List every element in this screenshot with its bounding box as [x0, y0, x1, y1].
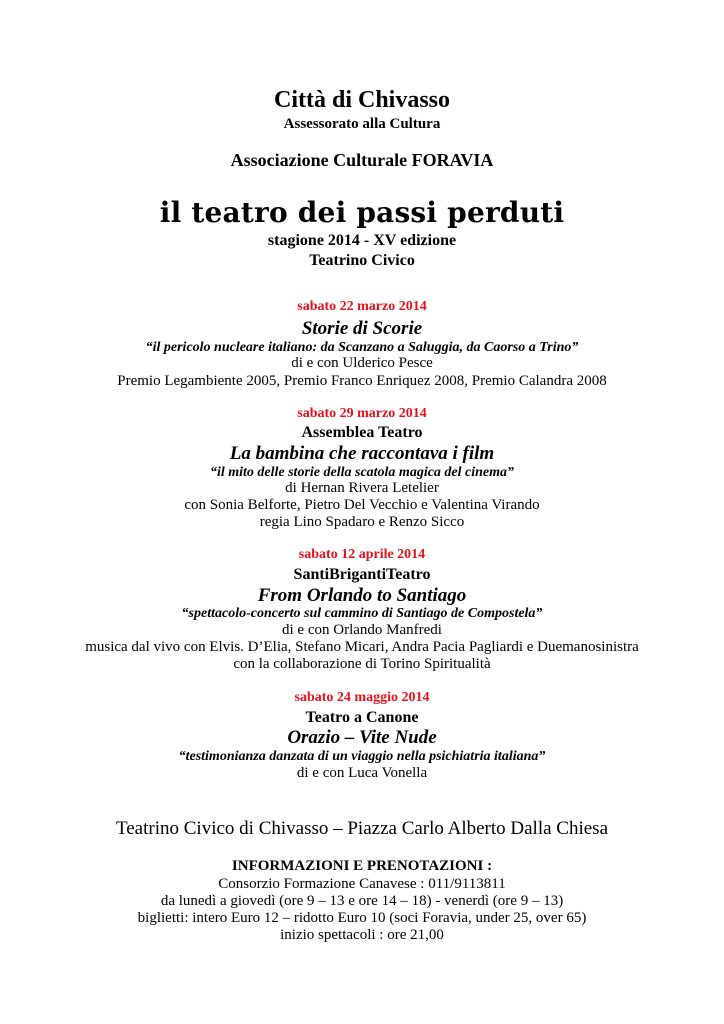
event-show-title: From Orlando to Santiago: [257, 585, 467, 606]
season-venue: Teatrino Civico: [309, 252, 415, 269]
event-company: SantiBrigantiTeatro: [293, 566, 431, 583]
event-credit: regia Lino Spadaro e Renzo Sicco: [259, 514, 465, 530]
event-credit: musica dal vivo con Elvis. D’Elia, Stefano Micari, Andra Pacia Pagliardi e Duemanosinistra: [85, 639, 639, 655]
info-line: da lunedì a giovedì (ore 9 – 13 e ore 14 – 18) - venerdì (ore 9 – 13): [160, 893, 564, 909]
event-credit: di e con Ulderico Pesce: [291, 355, 433, 371]
event-credit: con Sonia Belforte, Pietro Del Vecchio e Valentina Virando: [184, 497, 540, 513]
event-tagline: “testimonianza danzata di un viaggio nella psichiatria italiana”: [178, 749, 546, 764]
event-date: sabato 24 maggio 2014: [294, 690, 430, 705]
department-subtitle: Assessorato alla Cultura: [283, 116, 441, 132]
city-title: Città di Chivasso: [273, 87, 451, 113]
event-credit: con la collaborazione di Torino Spiritualità: [233, 656, 491, 672]
season-title: il teatro dei passi perduti: [159, 196, 565, 229]
event-show-title: Storie di Scorie: [301, 318, 423, 339]
event-date: sabato 29 marzo 2014: [297, 406, 427, 421]
event-credit: di Hernan Rivera Letelier: [285, 480, 439, 496]
event-company: Assemblea Teatro: [301, 424, 423, 441]
event-company: Teatro a Canone: [305, 709, 419, 726]
venue-address: Teatrino Civico di Chivasso – Piazza Carlo Alberto Dalla Chiesa: [115, 818, 609, 839]
event-date: sabato 12 aprile 2014: [298, 547, 426, 562]
event-show-title: La bambina che raccontava i film: [229, 443, 495, 464]
event-tagline: “il mito delle storie della scatola magica del cinema”: [209, 465, 515, 480]
event-tagline: “il pericolo nucleare italiano: da Scanzano a Saluggia, da Caorso a Trino”: [145, 340, 579, 355]
event-credit: di e con Luca Vonella: [296, 765, 428, 781]
association-name: Associazione Culturale FORAVIA: [230, 150, 494, 170]
event-date: sabato 22 marzo 2014: [297, 299, 427, 314]
info-heading: INFORMAZIONI E PRENOTAZIONI :: [231, 858, 493, 874]
info-line: Consorzio Formazione Canavese : 011/9113811: [218, 876, 506, 892]
event-tagline: “spettacolo-concerto sul cammino di Santiago de Compostela”: [181, 606, 543, 621]
info-line: inizio spettacoli : ore 21,00: [280, 927, 444, 943]
event-show-title: Orazio – Vite Nude: [287, 727, 437, 748]
season-edition: stagione 2014 - XV edizione: [267, 232, 457, 249]
event-credit: di e con Orlando Manfredi: [282, 622, 442, 638]
info-line: biglietti: intero Euro 12 – ridotto Euro 10 (soci Foravia, under 25, over 65): [137, 910, 587, 926]
event-credit: Premio Legambiente 2005, Premio Franco Enriquez 2008, Premio Calandra 2008: [117, 373, 607, 389]
